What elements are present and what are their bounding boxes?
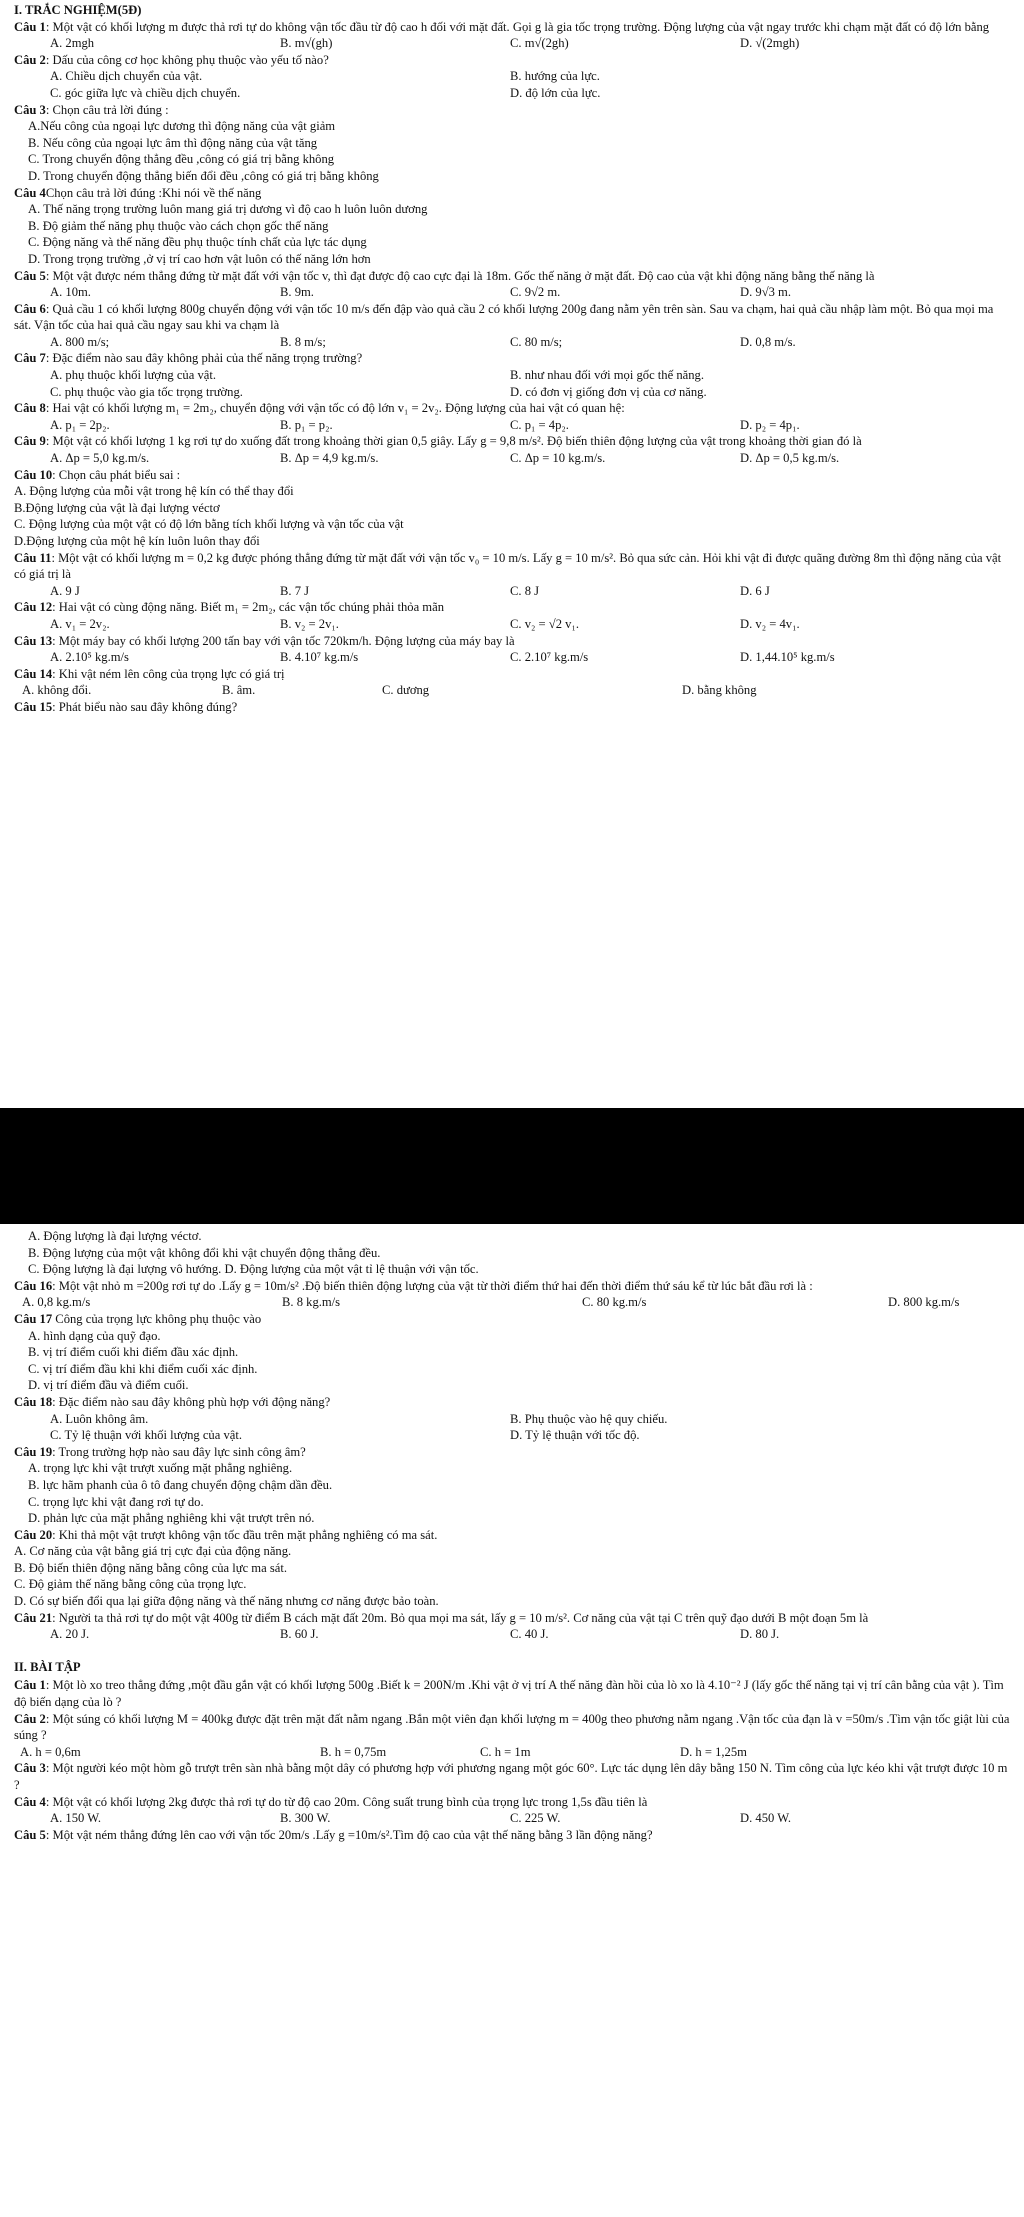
- option-b: B. Phụ thuộc vào hệ quy chiếu.: [510, 1411, 668, 1426]
- question-label: Câu 19: [14, 1444, 53, 1459]
- option-a: A. Δp = 5,0 kg.m/s.: [50, 451, 150, 466]
- option-b: B. 8 m/s;: [280, 334, 326, 349]
- question-text: : Một máy bay có khối lượng 200 tấn bay với vận tốc 720km/h. Động lượng của máy bay là: [52, 633, 515, 648]
- question-label: Câu 21: [14, 1610, 53, 1625]
- option-d: D. 80 J.: [740, 1627, 780, 1642]
- option-d: D. 9√3 m.: [740, 285, 791, 300]
- question-label: Câu 14: [14, 666, 53, 681]
- question-9: [14, 433, 1010, 466]
- option-b: B. âm.: [222, 683, 256, 698]
- option-c: C. 80 m/s;: [510, 334, 563, 349]
- option-b: B. m√(gh): [280, 36, 333, 51]
- option-a: A. Động lượng của mỗi vật trong hệ kín có thể thay đổi: [14, 484, 294, 499]
- exercise-1: [14, 1677, 1010, 1710]
- answer-options: [14, 450, 1010, 467]
- option-d: D.Động lượng của một hệ kín luôn luôn thay đổi: [14, 534, 260, 548]
- section-heading-exercises: II. BÀI TẬP: [14, 1659, 81, 1674]
- option-d: D. 0,8 m/s.: [740, 334, 796, 349]
- option-a: A. 0,8 kg.m/s: [22, 1295, 91, 1310]
- option-b: B. 60 J.: [280, 1627, 319, 1642]
- option-c: C. Tỷ lệ thuận với khối lượng của vật.: [50, 1428, 242, 1443]
- question-6: [14, 301, 1010, 351]
- option-c: C. h = 1m: [480, 1744, 531, 1759]
- question-label: Câu 2: [14, 1711, 46, 1726]
- question-label: Câu 4: [14, 1794, 46, 1809]
- option-b: B. p₁ = p₂.: [280, 417, 333, 432]
- question-15-option-b: B. Động lượng của một vật không đổi khi vật chuyển động thẳng đều.: [28, 1245, 381, 1260]
- option-b: B.Động lượng của vật là đại lượng véctơ: [14, 500, 220, 515]
- option-b: B. Nếu công của ngoại lực âm thì động năng của vật tăng: [28, 135, 318, 150]
- option-d: D. Có sự biến đổi qua lại giữa động năng và thế năng nhưng cơ năng được bảo toàn.: [14, 1594, 439, 1609]
- option-d: D. √(2mgh): [740, 36, 800, 51]
- section-heading-multiple-choice: I. TRẮC NGHIỆM(5Đ): [14, 3, 142, 17]
- option-c: C. 8 J: [510, 583, 540, 598]
- answer-options: [14, 649, 1010, 666]
- option-c: C. p₁ = 4p₂.: [510, 417, 569, 432]
- answer-options: [14, 284, 1010, 301]
- question-5: [14, 268, 1010, 301]
- question-21: [14, 1610, 1010, 1643]
- option-c: C. 80 kg.m/s: [582, 1295, 647, 1310]
- question-label: Câu 6: [14, 301, 46, 316]
- question-text: Chọn câu trả lời đúng :Khi nói về thế năng: [45, 185, 262, 200]
- question-label: Câu 7: [14, 351, 46, 366]
- option-d: D. Trong trọng trường ,ở vị trí cao hơn vật luôn có thế năng lớn hơn: [28, 251, 371, 266]
- question-label: Câu 20: [14, 1527, 53, 1542]
- question-label: Câu 17: [14, 1311, 53, 1326]
- exercise-4: [14, 1794, 1010, 1827]
- option-b: B. lực hãm phanh của ô tô đang chuyển động chậm dần đều.: [28, 1477, 333, 1492]
- question-text: : Một vật được ném thẳng đứng từ mặt đất với vận tốc v, thì đạt được độ cao cực đại là 18m. Gốc thế năng ở mặt đất. Độ cao của vật khi động năng bằng thế năng là: [45, 268, 875, 283]
- question-text: : Hai vật có cùng động năng. Biết m₁ = 2m₂, các vận tốc chúng phải thỏa mãn: [52, 600, 444, 615]
- answer-options: [14, 1427, 1010, 1444]
- option-a: A. Thế năng trọng trường luôn mang giá trị dương vì độ cao h luôn luôn dương: [28, 202, 428, 217]
- question-text: : Chọn câu trả lời đúng :: [45, 102, 169, 117]
- option-b: B. v₂ = 2v₁.: [280, 616, 339, 631]
- question-label: Câu 9: [14, 434, 46, 449]
- option-c: C. 2.10⁷ kg.m/s: [510, 650, 589, 665]
- option-b: B. hướng của lực.: [510, 69, 600, 84]
- question-text: : Một vật có khối lượng 2kg được thả rơi tự do từ độ cao 20m. Công suất trung bình của trọng lực trong 1,5s đầu tiên là: [45, 1794, 648, 1809]
- question-text: : Một vật có khối lượng m = 0,2 kg được phóng thẳng đứng từ mặt đất với vận tốc v₀ = 10 m/s. Lấy g = 10 m/s². Bỏ qua sức cản. Hỏi khi vật đi được quãng đường 8m thì động năng của vật có giá trị là: [14, 550, 1002, 582]
- option-b: B. vị trí điểm cuối khi điểm đầu xác định.: [28, 1345, 239, 1360]
- answer-options: [14, 1626, 1010, 1643]
- option-c: C. 225 W.: [510, 1811, 561, 1826]
- question-label: Câu 12: [14, 600, 53, 615]
- answer-options: [14, 334, 1010, 351]
- question-text: : Hai vật có khối lượng m₁ = 2m₂, chuyển động với vận tốc có độ lớn v₁ = 2v₂. Động lượng của hai vật có quan hệ:: [45, 401, 625, 416]
- answer-options: [14, 616, 1010, 633]
- question-text: Công của trọng lực không phụ thuộc vào: [52, 1311, 262, 1326]
- option-a: A. 800 m/s;: [50, 334, 110, 349]
- question-15-option-c-d: C. Động lượng là đại lượng vô hướng. D. Động lượng của một vật tỉ lệ thuận với vận tốc.: [28, 1262, 479, 1277]
- question-label: Câu 3: [14, 102, 46, 117]
- question-label: Câu 1: [14, 1678, 46, 1693]
- option-c: C. v₂ = √2 v₁.: [510, 616, 579, 631]
- option-c: C. Trong chuyển động thẳng đều ,công có giá trị bằng không: [28, 152, 335, 167]
- option-d: D. v₂ = 4v₁.: [740, 616, 800, 631]
- option-a: A. không đổi.: [22, 683, 92, 698]
- question-text: : Đặc điểm nào sau đây không phù hợp với động năng?: [52, 1394, 331, 1409]
- option-d: D. 6 J: [740, 583, 770, 598]
- option-c: C. 9√2 m.: [510, 285, 561, 300]
- question-text: : Một vật có khối lượng 1 kg rơi tự do xuống đất trong khoảng thời gian 0,5 giây. Lấy g = 9,8 m/s². Độ biến thiên động lượng của vật trong khoảng thời gian đó là: [45, 434, 862, 449]
- question-text: : Một vật có khối lượng m được thả rơi tự do không vận tốc đầu từ độ cao h đối với mặt đất. Gọi g là gia tốc trọng trường. Động lượng của vật ngay trước khi chạm mặt đất có độ lớn bằng: [45, 19, 990, 34]
- option-b: B. 300 W.: [280, 1811, 331, 1826]
- option-d: D. vị trí điểm đầu và điểm cuối.: [28, 1378, 189, 1393]
- option-a: A. Chiều dịch chuyển của vật.: [50, 69, 203, 84]
- option-a: A.Nếu công của ngoại lực dương thì động năng của vật giảm: [28, 119, 336, 134]
- question-text: : Một lò xo treo thẳng đứng ,một đầu gắn vật có khối lượng 500g .Biết k = 200N/m .Khi vật ở vị trí A thế năng đàn hồi của lò xo là 4.10⁻² J (lấy gốc thế năng tại vị trí cân bằng của vật ). Tìm độ biến dạng của lò ?: [14, 1678, 1004, 1710]
- option-d: D. phản lực của mặt phẳng nghiêng khi vật trượt trên nó.: [28, 1511, 315, 1526]
- question-label: Câu 13: [14, 633, 53, 648]
- option-c: C. Độ giảm thế năng bằng công của trọng lực.: [14, 1577, 247, 1592]
- option-a: A. trọng lực khi vật trượt xuống mặt phẳng nghiêng.: [28, 1461, 293, 1476]
- question-text: : Chọn câu phát biểu sai :: [52, 467, 181, 482]
- option-c: C. Δp = 10 kg.m/s.: [510, 451, 606, 466]
- question-11: [14, 550, 1010, 600]
- option-a: A. Luôn không âm.: [50, 1411, 149, 1426]
- answer-options: [14, 35, 1010, 52]
- option-a: A. 2.10⁵ kg.m/s: [50, 650, 129, 665]
- question-text: : Quả cầu 1 có khối lượng 800g chuyển động với vận tốc 10 m/s đến đập vào quả cầu 2 có khối lượng 200g đang nằm yên trên sàn. Sau va chạm, hai quả cầu nhập làm một. Bỏ qua mọi ma sát. Vận tốc của hai quả cầu ngay sau khi va chạm là: [14, 301, 994, 333]
- option-b: B. Độ giảm thế năng phụ thuộc vào cách chọn gốc thế năng: [28, 218, 329, 233]
- exercise-2: [14, 1711, 1010, 1761]
- option-d: D. độ lớn của lực.: [510, 85, 601, 100]
- option-d: D. p₂ = 4p₁.: [740, 417, 800, 432]
- option-c: C. 40 J.: [510, 1627, 549, 1642]
- question-label: Câu 8: [14, 401, 46, 416]
- option-a: A. 150 W.: [50, 1811, 102, 1826]
- option-c: C. vị trí điểm đầu khi khi điểm cuối xác định.: [28, 1361, 258, 1376]
- option-c: C. trọng lực khi vật đang rơi tự do.: [28, 1494, 204, 1509]
- answer-options: [14, 1294, 1010, 1311]
- answer-options: [14, 583, 1010, 600]
- question-15-option-a: A. Động lượng là đại lượng véctơ.: [28, 1229, 202, 1243]
- option-b: B. 9m.: [280, 285, 314, 300]
- page-separator: [0, 1108, 1024, 1224]
- question-14: [14, 666, 1010, 699]
- question-text: : Dấu của công cơ học không phụ thuộc vào yếu tố nào?: [45, 52, 329, 67]
- option-b: B. 4.10⁷ kg.m/s: [280, 650, 359, 665]
- option-d: D. Tỷ lệ thuận với tốc độ.: [510, 1428, 640, 1443]
- option-d: D. bằng không: [682, 683, 757, 698]
- option-a: A. h = 0,6m: [20, 1744, 81, 1759]
- option-c: C. m√(2gh): [510, 36, 569, 51]
- question-text: : Một vật ném thẳng đứng lên cao với vận tốc 20m/s .Lấy g =10m/s².Tìm độ cao của vật thế năng bằng 3 lần động năng?: [45, 1827, 653, 1842]
- question-label: Câu 11: [14, 550, 52, 565]
- question-3: [14, 102, 1010, 185]
- answer-options: [14, 367, 1010, 384]
- option-b: B. Độ biến thiên động năng bằng công của lực ma sát.: [14, 1560, 287, 1575]
- question-label: Câu 18: [14, 1394, 53, 1409]
- answer-options: [14, 384, 1010, 401]
- option-d: D. Δp = 0,5 kg.m/s.: [740, 451, 840, 466]
- question-text: : Khi thả một vật trượt không vận tốc đầu trên mặt phẳng nghiêng có ma sát.: [52, 1527, 438, 1542]
- option-a: A. Cơ năng của vật bằng giá trị cực đại của động năng.: [14, 1544, 292, 1559]
- option-c: C. góc giữa lực và chiều dịch chuyển.: [50, 85, 241, 100]
- exam-page-1: [0, 2, 1024, 716]
- question-20: [14, 1527, 1010, 1610]
- question-13: [14, 633, 1010, 666]
- option-d: D. có đơn vị giống đơn vị của cơ năng.: [510, 384, 707, 399]
- option-b: B. như nhau đối với mọi gốc thế năng.: [510, 368, 704, 383]
- question-17: [14, 1311, 1010, 1394]
- question-label: Câu 15: [14, 699, 53, 714]
- question-16: [14, 1278, 1010, 1311]
- question-label: Câu 1: [14, 19, 46, 34]
- answer-options: [14, 85, 1010, 102]
- question-label: Câu 4: [14, 185, 46, 200]
- question-19: [14, 1444, 1010, 1527]
- question-8: [14, 400, 1010, 433]
- answer-options: [14, 682, 1010, 699]
- option-d: D. 450 W.: [740, 1811, 792, 1826]
- answer-options: [14, 1411, 1010, 1428]
- option-c: C. Động lượng của một vật có độ lớn bằng tích khối lượng và vận tốc của vật: [14, 517, 404, 532]
- option-c: C. phụ thuộc vào gia tốc trọng trường.: [50, 384, 243, 399]
- question-text: : Đặc điểm nào sau đây không phải của thế năng trọng trường?: [45, 351, 363, 366]
- question-18: [14, 1394, 1010, 1444]
- option-a: A. v₁ = 2v₂.: [50, 616, 110, 631]
- option-d: D. Trong chuyển động thẳng biến đổi đều ,công có giá trị bằng không: [28, 168, 379, 183]
- question-12: [14, 599, 1010, 632]
- option-b: B. h = 0,75m: [320, 1744, 387, 1759]
- option-b: B. 8 kg.m/s: [282, 1295, 341, 1310]
- option-c: C. Động năng và thế năng đều phụ thuộc tính chất của lực tác dụng: [28, 235, 367, 250]
- question-text: : Trong trường hợp nào sau đây lực sinh công âm?: [52, 1444, 306, 1459]
- option-a: A. 20 J.: [50, 1627, 90, 1642]
- option-a: A. 9 J: [50, 583, 80, 598]
- option-a: A. hình dạng của quỹ đạo.: [28, 1328, 161, 1343]
- question-4: [14, 185, 1010, 268]
- exercise-3: [14, 1760, 1010, 1793]
- question-text: : Khi vật ném lên công của trọng lực có giá trị: [52, 666, 285, 681]
- question-text: : Người ta thả rơi tự do một vật 400g từ điểm B cách mặt đất 20m. Bỏ qua mọi ma sát, lấy g = 10 m/s². Cơ năng của vật tại C trên quỹ đạo dưới B một đoạn 5m là: [52, 1610, 869, 1625]
- option-c: C. dương: [382, 683, 430, 698]
- question-15: [14, 699, 1010, 716]
- option-a: A. 10m.: [50, 285, 91, 300]
- question-10: [14, 467, 1010, 550]
- option-b: B. Δp = 4,9 kg.m/s.: [280, 451, 379, 466]
- question-label: Câu 10: [14, 467, 53, 482]
- answer-options: [14, 1744, 1010, 1761]
- answer-options: [14, 1810, 1010, 1827]
- option-d: D. h = 1,25m: [680, 1744, 747, 1759]
- exercise-5: [14, 1827, 1010, 1844]
- question-2: [14, 52, 1010, 102]
- option-b: B. 7 J: [280, 583, 310, 598]
- exam-page-2: [0, 1228, 1024, 1843]
- question-7: [14, 350, 1010, 400]
- question-label: Câu 16: [14, 1278, 53, 1293]
- question-label: Câu 5: [14, 268, 46, 283]
- question-text: : Phát biểu nào sau đây không đúng?: [52, 699, 238, 714]
- question-text: : Một vật nhỏ m =200g rơi tự do .Lấy g = 10m/s² .Độ biến thiên động lượng của vật từ thời điểm thứ hai đến thời điểm thứ sáu kể từ lúc bắt đầu rơi là :: [52, 1278, 813, 1293]
- option-a: A. p₁ = 2p₂.: [50, 417, 110, 432]
- question-label: Câu 2: [14, 52, 46, 67]
- answer-options: [14, 417, 1010, 434]
- question-label: Câu 5: [14, 1827, 46, 1842]
- answer-options: [14, 68, 1010, 85]
- question-text: : Một người kéo một hòm gỗ trượt trên sàn nhà bằng một dây có phương hợp với phương ngang một góc 60°. Lực tác dụng lên dây bằng 150 N. Tìm công của lực kéo khi vật trượt được 10 m ?: [14, 1761, 1008, 1792]
- option-a: A. 2mgh: [50, 36, 95, 51]
- option-d: D. 1,44.10⁵ kg.m/s: [740, 650, 835, 665]
- question-label: Câu 3: [14, 1761, 46, 1776]
- option-d: D. 800 kg.m/s: [888, 1295, 960, 1310]
- option-a: A. phụ thuộc khối lượng của vật.: [50, 368, 216, 383]
- question-text: : Một súng có khối lượng M = 400kg được đặt trên mặt đất nằm ngang .Bắn một viên đạn khối lượng m = 400g theo phương nằm ngang .Vận tốc của đạn là v =50m/s .Tìm vận tốc giật lùi của súng ?: [14, 1711, 1010, 1743]
- question-1: [14, 19, 1010, 52]
